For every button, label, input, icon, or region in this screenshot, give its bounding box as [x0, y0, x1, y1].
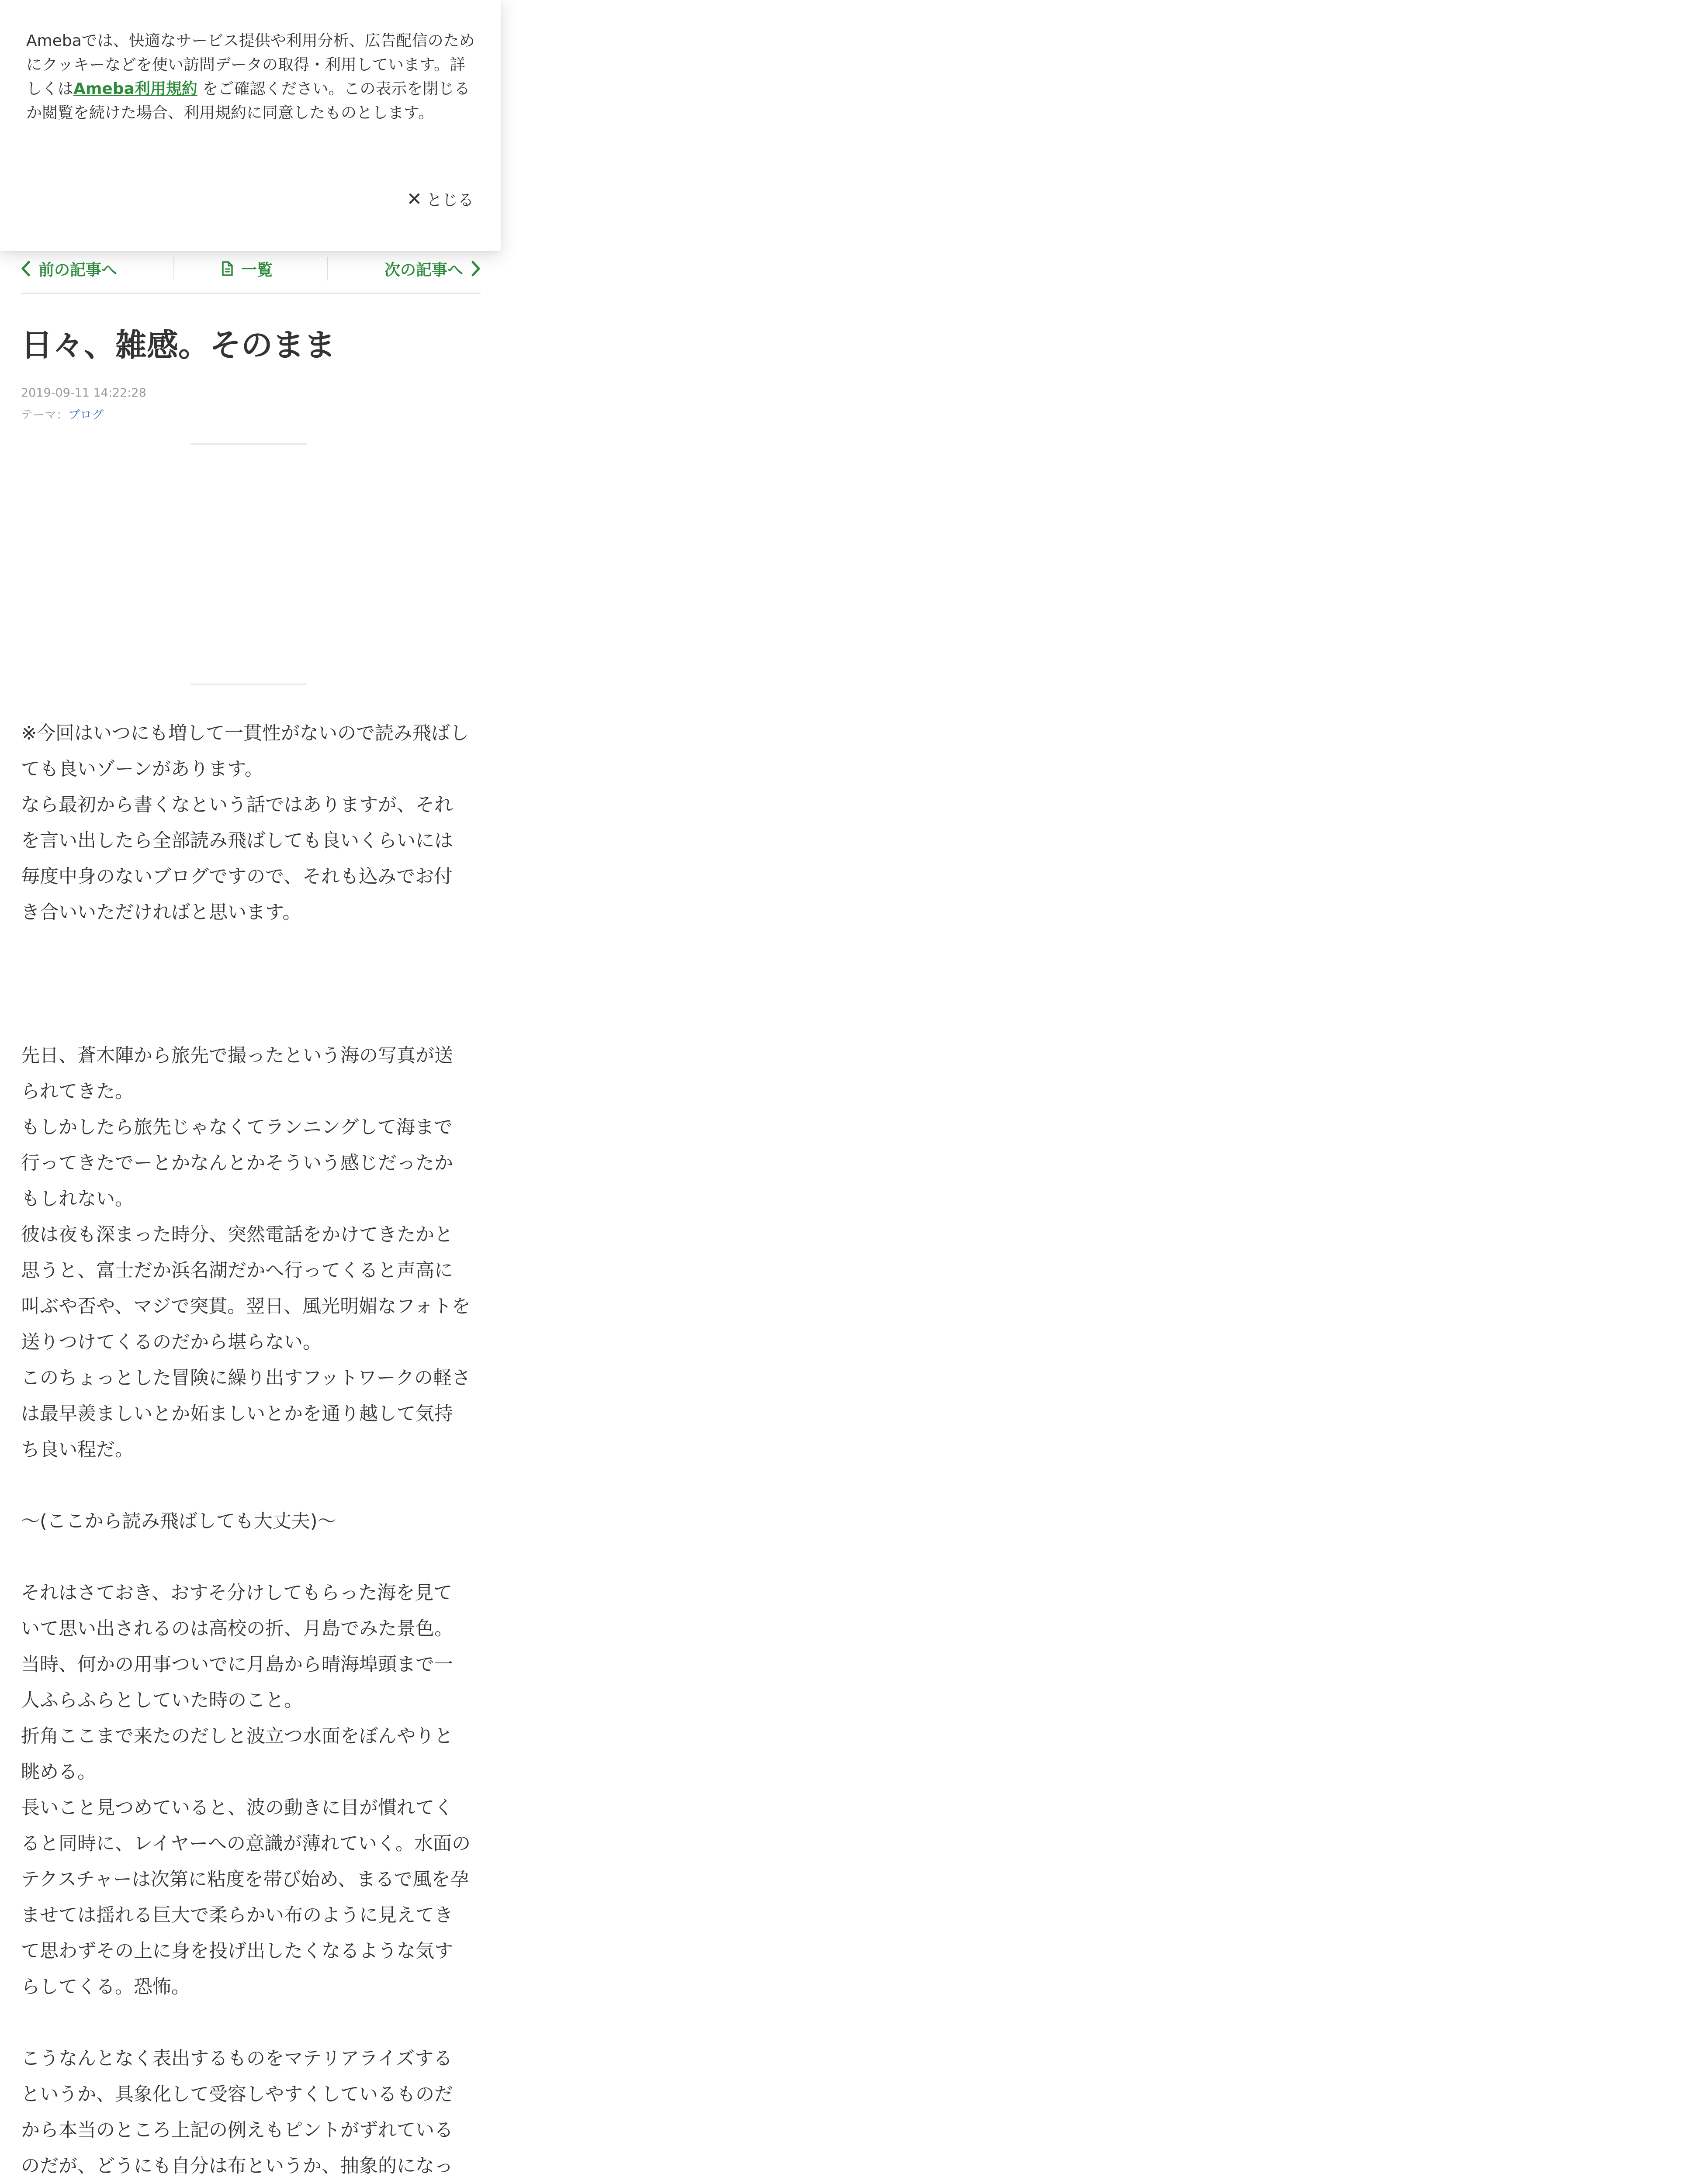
article-paragraph: 彼は夜も深まった時分、突然電話をかけてきたかと思うと、富士だか浜名湖だかへ行ってくると声高に叫ぶや否や、マジで突貫。翌日、風光明媚なフォトを送りつけてくるのだから堪らない。 — [21, 1224, 471, 1353]
cookie-close-button[interactable] — [407, 188, 474, 210]
article-paragraph — [21, 1468, 471, 1503]
article-paragraph: このちょっとした冒険に繰り出すフットワークの軽さは最早羨ましいとか妬ましいとかを通り越して気持ち良い程だ。 — [21, 1367, 471, 1461]
article-paragraph — [21, 1539, 471, 1575]
prev-article-label: 前の記事へ — [38, 261, 118, 279]
article-paragraph: 当時、何かの用事ついでに月島から晴海埠頭まで一人ふらふらとしていた時のこと。 — [21, 1654, 453, 1711]
theme-prefix: テーマ： — [21, 408, 68, 422]
cookie-text-before: Amebaでは、快適なサービス提供や利用分析、広告配信のためにクッキーなどを使い訪問データの取得・利用しています。詳しくは — [26, 32, 475, 98]
cookie-text-after: をご確認ください。この表示を閉じるか閲覧を続けた場合、利用規約に同意したものとします。 — [26, 80, 470, 122]
chevron-right-icon — [471, 261, 481, 276]
article-paragraph: 先日、蒼木陣から旅先で撮ったという海の写真が送られてきた。 — [21, 1045, 453, 1102]
document-icon — [221, 261, 233, 276]
ad-bottom-divider — [190, 684, 307, 685]
article-paragraph: 〜(ここから読み飛ばしても大丈夫)〜 — [21, 1510, 336, 1532]
article-list-link[interactable] — [174, 256, 327, 282]
close-icon: ✕ — [406, 188, 422, 210]
article-body — [21, 715, 471, 2184]
article-paragraph: ※今回はいつにも増して一貫性がないので読み飛ばしても良いゾーンがあります。 — [21, 722, 469, 780]
article-datetime: 2019-09-11 14:22:28 — [21, 386, 146, 400]
article-paragraph — [21, 1002, 471, 1038]
article-paragraph: もしかしたら旅先じゃなくてランニングして海まで行ってきたでーとかなんとかそういう感じだったかもしれない。 — [21, 1116, 453, 1210]
ad-top-divider — [190, 443, 307, 445]
article-paragraph — [21, 966, 471, 1002]
article-theme — [21, 405, 104, 422]
article-nav — [21, 245, 481, 294]
chevron-left-icon — [21, 261, 31, 276]
terms-link[interactable]: Ameba利用規約 — [73, 80, 197, 98]
article-paragraph: 長いこと見つめていると、波の動きに目が慣れてくると同時に、レイヤーへの意識が薄れていく。水面のテクスチャーは次第に粘度を帯び始め、まるで風を孕ませては揺れる巨大で柔らかい布のように見えてきて思わずその上に身を投げ出したくなるような気すらしてくる。恐怖。 — [21, 1797, 471, 1998]
ad-slot — [21, 452, 481, 677]
article-paragraph: こうなんとなく表出するものをマテリアライズするというか、具象化して受容しやすくしているものだから本当のところ上記の例えもピントがずれているのだが、どうにも自分は布というか、抽象的になっ — [21, 2048, 453, 2177]
next-article-label: 次の記事へ — [384, 261, 463, 279]
article-list-label: 一覧 — [241, 261, 273, 279]
article-paragraph: なら最初から書くなという話ではありますが、それを言い出したら全部読み飛ばしても良いくらいには毎度中身のないブログですので、それも込みでお付き合いいただければと思います。 — [21, 794, 453, 923]
article-title: 日々、雑感。そのまま — [21, 327, 336, 363]
theme-link[interactable]: ブログ — [68, 408, 104, 422]
article-paragraph: 折角ここまで来たのだしと波立つ水面をぼんやりと眺める。 — [21, 1725, 453, 1783]
article-paragraph — [21, 930, 471, 966]
article-paragraph — [21, 2005, 471, 2041]
cookie-banner — [0, 0, 501, 251]
cookie-close-label: とじる — [426, 191, 474, 209]
next-article-link[interactable] — [328, 256, 481, 282]
cookie-notice-text — [26, 29, 476, 125]
article-paragraph: それはさておき、おすそ分けしてもらった海を見ていて思い出されるのは高校の折、月島でみた景色。 — [21, 1582, 453, 1640]
prev-article-link[interactable] — [21, 256, 173, 282]
